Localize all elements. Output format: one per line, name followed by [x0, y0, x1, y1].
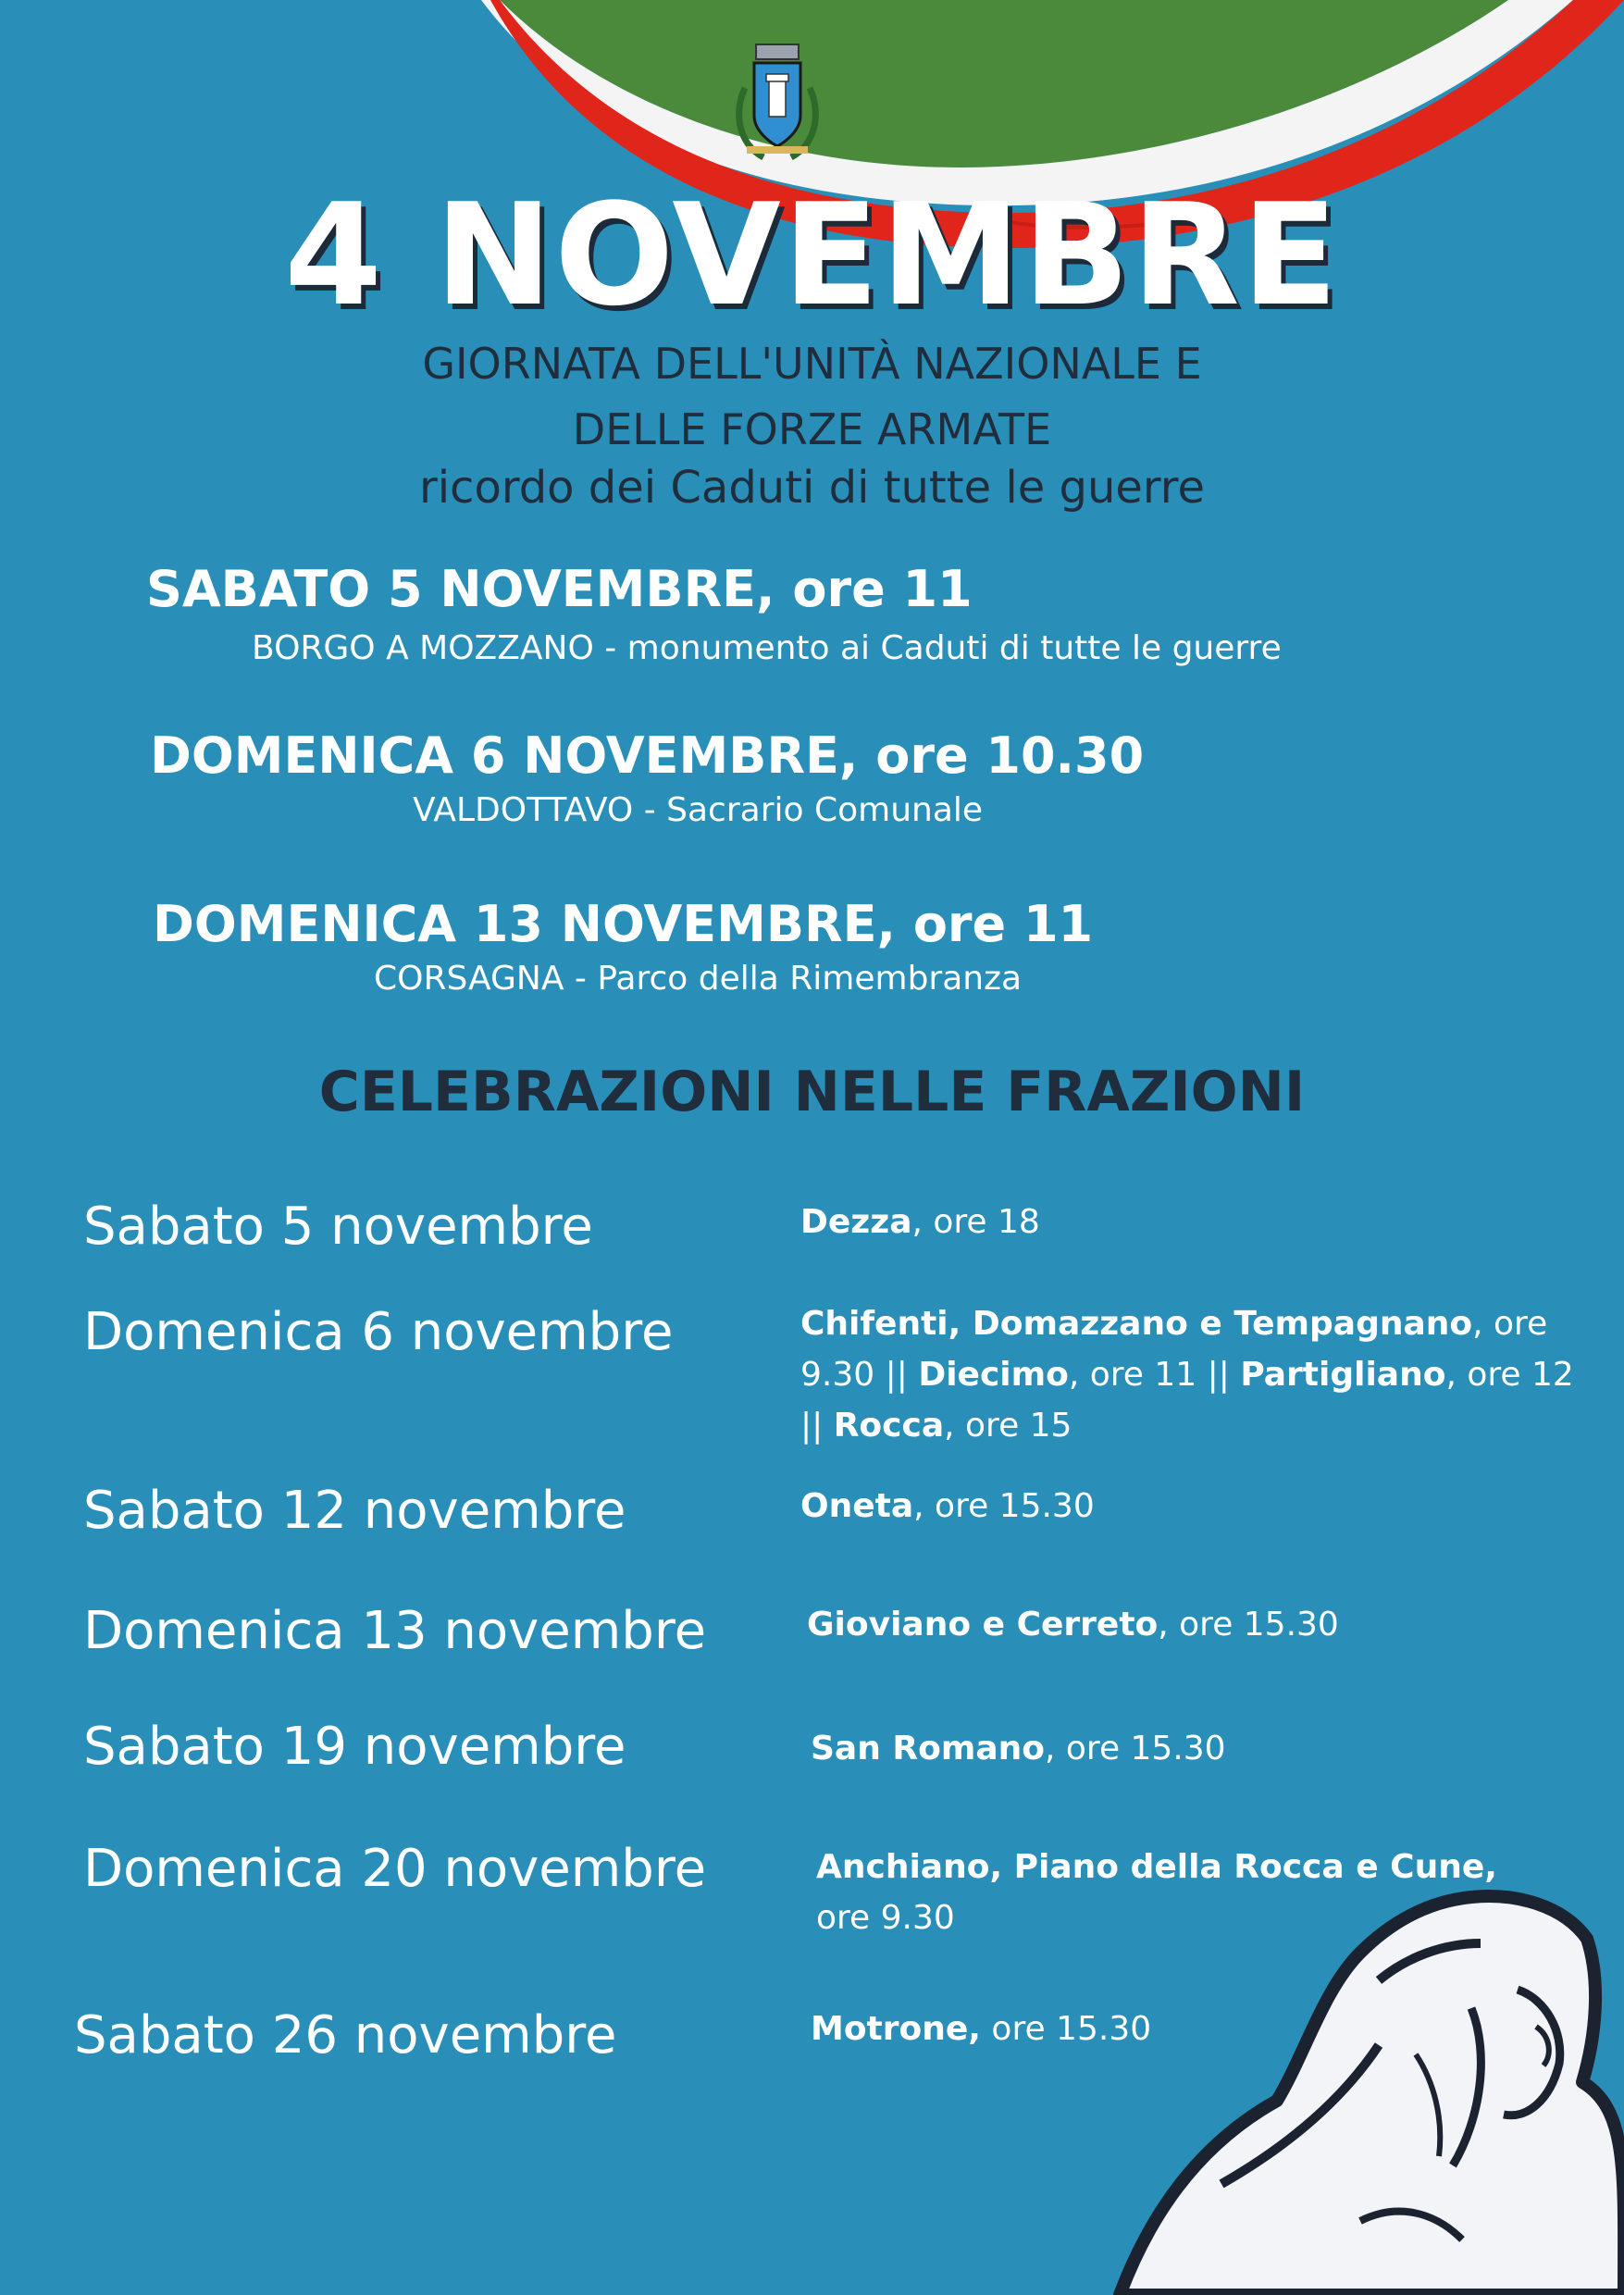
event-location: BORGO A MOZZANO - monumento ai Caduti di tutte le guerre	[252, 629, 1282, 667]
frazione-place-name: Partigliano	[1240, 1356, 1446, 1394]
frazione-place-name: Chifenti, Domazzano e Tempagnano	[800, 1305, 1473, 1343]
frazione-place-name: Anchiano, Piano della Rocca e Cune,	[816, 1848, 1497, 1886]
subtitle-line-2: DELLE FORZE ARMATE	[572, 404, 1052, 454]
frazione-places	[800, 1197, 1559, 1247]
frazione-place-time: , ore 15	[944, 1407, 1072, 1445]
frazione-place-name: Rocca	[833, 1407, 945, 1445]
section-title: CELEBRAZIONI NELLE FRAZIONI	[318, 1060, 1306, 1124]
frazione-place-name: San Romano	[811, 1730, 1046, 1768]
event-heading: DOMENICA 13 NOVEMBRE, ore 11	[153, 895, 1094, 953]
frazione-places	[800, 1481, 1559, 1532]
municipal-crest-icon	[726, 37, 828, 167]
frazione-places	[811, 1723, 1569, 1774]
frazione-place-time: ore 15.30	[980, 2010, 1152, 2048]
frazione-place-name: Diecimo	[918, 1356, 1069, 1394]
frazione-place-name: Gioviano e Cerreto	[807, 1606, 1159, 1644]
frazione-day: Sabato 26 novembre	[74, 2005, 617, 2066]
frazione-day: Domenica 13 novembre	[83, 1601, 707, 1661]
frazione-day: Domenica 6 novembre	[83, 1302, 674, 1362]
frazione-place-time: ore 9.30	[816, 1899, 955, 1937]
event-heading: DOMENICA 6 NOVEMBRE, ore 10.30	[150, 726, 1145, 785]
frazione-place-time: , ore 18	[911, 1203, 1040, 1241]
frazione-places	[816, 1842, 1501, 1943]
event-heading: SABATO 5 NOVEMBRE, ore 11	[146, 560, 973, 618]
subtitle-line-3: ricordo dei Caduti di tutte le guerre	[418, 462, 1206, 514]
frazione-place-time: , ore 15.30	[1045, 1730, 1226, 1768]
frazione-day: Domenica 20 novembre	[83, 1839, 707, 1899]
page-title: 4 NOVEMBRE	[284, 173, 1340, 337]
subtitle-line-1: GIORNATA DELL'UNITÀ NAZIONALE E	[422, 339, 1202, 389]
frazione-place-time: , ore 15.30	[913, 1487, 1095, 1525]
frazione-place-name: Oneta	[800, 1487, 914, 1525]
frazione-place-time: , ore 9.30 ||	[800, 1305, 1548, 1394]
frazione-places	[800, 1298, 1596, 1451]
frazione-place-name: Motrone,	[811, 2010, 981, 2048]
event-location: VALDOTTAVO - Sacrario Comunale	[413, 791, 984, 829]
frazione-place-time: , ore 15.30	[1158, 1606, 1339, 1644]
frazione-places	[811, 2003, 1458, 2054]
frazione-day: Sabato 12 novembre	[83, 1481, 626, 1541]
frazione-day: Sabato 19 novembre	[83, 1717, 626, 1777]
frazione-place-time: , ore 11 ||	[1068, 1356, 1241, 1394]
frazione-place-name: Dezza	[800, 1203, 912, 1241]
frazione-place-time: , ore 12 ||	[800, 1356, 1574, 1445]
event-location: CORSAGNA - Parco della Rimembranza	[374, 960, 1023, 998]
frazione-day: Sabato 5 novembre	[83, 1197, 593, 1257]
frazione-places	[807, 1599, 1566, 1650]
